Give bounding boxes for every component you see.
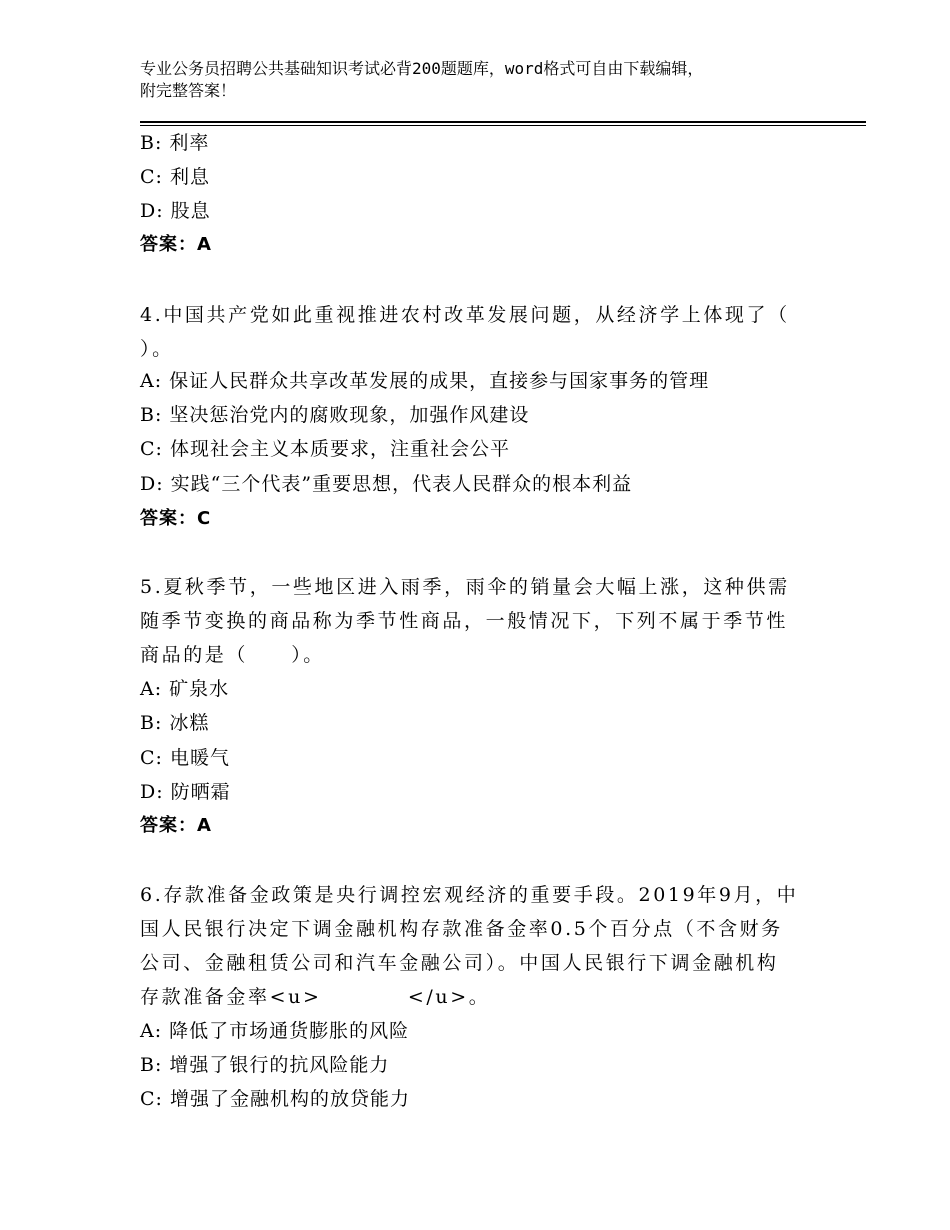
header-line-1: 专业公务员招聘公共基础知识考试必背200题题库，word格式可自由下载编辑，: [140, 59, 704, 78]
q5-stem-line-3: 商品的是（ ）。: [140, 644, 325, 666]
q5-answer: 答案：A: [140, 815, 212, 836]
q6-stem-line-4: 存款准备金率<u> </u>。: [140, 986, 491, 1008]
q6-stem-line-1: 6.存款准备金政策是央行调控宏观经济的重要手段。2019年9月，中: [140, 884, 799, 906]
q5-option-c: C: 电暖气: [140, 747, 230, 769]
q4-option-b: B: 坚决惩治党内的腐败现象，加强作风建设: [140, 404, 530, 426]
q3-option-d: D: 股息: [140, 200, 211, 222]
header-rule-thin: [140, 125, 866, 126]
q3-option-c: C: 利息: [140, 166, 210, 188]
q5-stem-line-1: 5.夏秋季节，一些地区进入雨季，雨伞的销量会大幅上涨，这种供需: [140, 576, 790, 598]
q4-option-c: C: 体现社会主义本质要求，注重社会公平: [140, 438, 510, 460]
q6-stem-line-3: 公司、金融租赁公司和汽车金融公司）。中国人民银行下调金融机构: [140, 952, 779, 974]
q3-answer: 答案：A: [140, 234, 212, 255]
q3-option-b: B: 利率: [140, 132, 210, 154]
q4-answer: 答案：C: [140, 508, 212, 529]
q5-option-d: D: 防晒霜: [140, 781, 231, 803]
q5-stem-line-2: 随季节变换的商品称为季节性商品，一般情况下，下列不属于季节性: [140, 610, 789, 632]
header-rule-thick: [140, 121, 866, 123]
q6-option-a: A: 降低了市场通货膨胀的风险: [140, 1020, 410, 1042]
page-header: [140, 58, 820, 102]
q6-option-c: C: 增强了金融机构的放贷能力: [140, 1088, 410, 1110]
q5-option-a: A: 矿泉水: [140, 678, 230, 700]
q6-option-b: B: 增强了银行的抗风险能力: [140, 1054, 390, 1076]
q6-stem-line-2: 国人民银行决定下调金融机构存款准备金率0.5个百分点（不含财务: [140, 918, 783, 940]
q4-option-a: A: 保证人民群众共享改革发展的成果，直接参与国家事务的管理: [140, 370, 710, 392]
q4-option-d: D: 实践“三个代表”重要思想，代表人民群众的根本利益: [140, 473, 633, 495]
header-line-2: 附完整答案！: [140, 81, 237, 100]
q5-option-b: B: 冰糕: [140, 712, 210, 734]
q4-stem-line-1: 4.中国共产党如此重视推进农村改革发展问题，从经济学上体现了（: [140, 304, 790, 326]
q4-stem-line-2: ）。: [140, 338, 174, 360]
